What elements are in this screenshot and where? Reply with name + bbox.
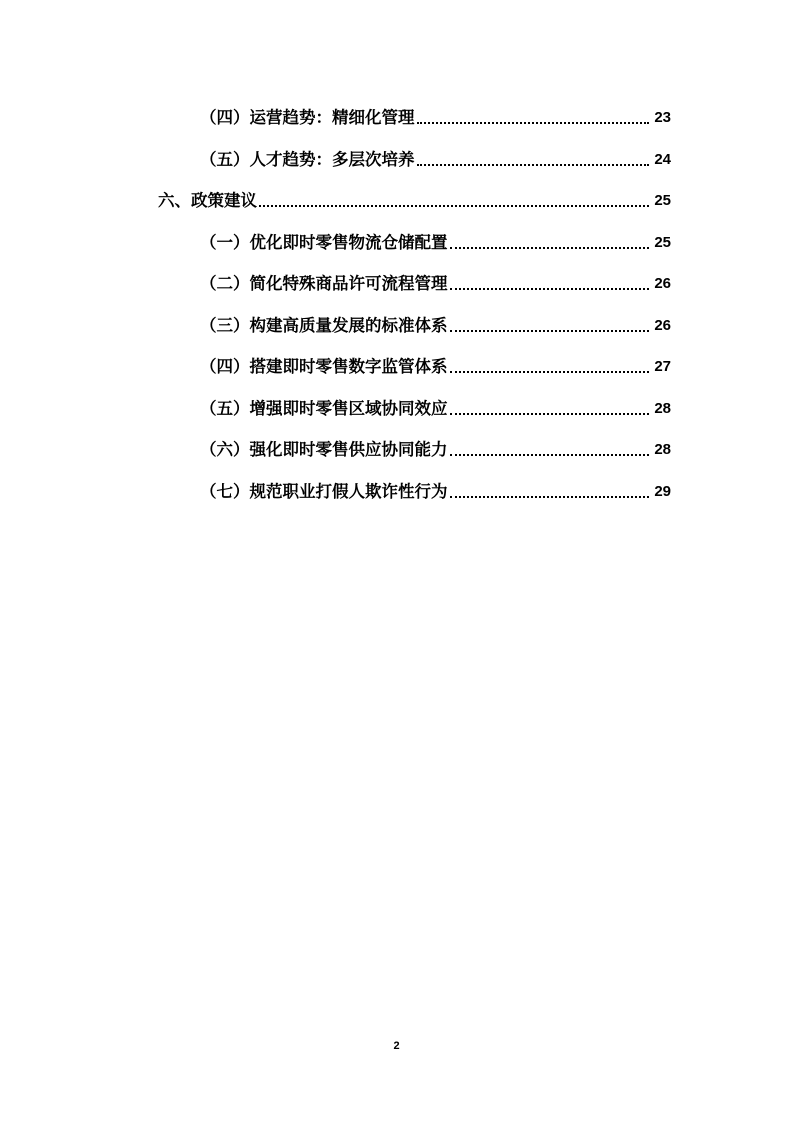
toc-leader-dots <box>417 164 650 166</box>
page-number: 2 <box>393 1040 400 1052</box>
toc-entry-page: 28 <box>654 441 671 458</box>
toc-entry[interactable] <box>200 272 671 296</box>
toc-entry[interactable] <box>200 106 671 130</box>
toc-leader-dots <box>450 413 650 415</box>
toc-leader-dots <box>450 454 650 456</box>
toc-entry-page: 28 <box>654 400 671 417</box>
toc-leader-dots <box>450 496 650 498</box>
toc-entry-title: （二）简化特殊商品许可流程管理 <box>200 274 448 293</box>
toc-entry-page: 23 <box>654 109 671 126</box>
toc-entry[interactable] <box>158 189 671 213</box>
toc-entry[interactable] <box>200 314 671 338</box>
toc-entry-page: 25 <box>654 192 671 209</box>
toc-entry-title: （五）人才趋势：多层次培养 <box>200 150 415 169</box>
toc-entry-page: 26 <box>654 275 671 292</box>
toc-entry-title: 六、政策建议 <box>158 191 257 210</box>
toc-entry-title: （四）运营趋势：精细化管理 <box>200 108 415 127</box>
toc-entry-title: （一）优化即时零售物流仓储配置 <box>200 233 448 252</box>
toc-entry-page: 27 <box>654 358 671 375</box>
toc-entry[interactable] <box>200 438 671 462</box>
toc-entry-title: （七）规范职业打假人欺诈性行为 <box>200 482 448 501</box>
toc-entry-title: （五）增强即时零售区域协同效应 <box>200 399 448 418</box>
toc-leader-dots <box>259 205 649 207</box>
toc-entry[interactable] <box>200 355 671 379</box>
toc-entry-title: （三）构建高质量发展的标准体系 <box>200 316 448 335</box>
toc-entry-page: 25 <box>654 234 671 251</box>
toc-leader-dots <box>450 371 650 373</box>
toc-entry-title: （四）搭建即时零售数字监管体系 <box>200 357 448 376</box>
toc-leader-dots <box>417 122 650 124</box>
toc-entry-page: 24 <box>654 151 671 168</box>
toc-leader-dots <box>450 288 650 290</box>
toc-entry[interactable] <box>200 148 671 172</box>
toc-entry[interactable] <box>200 480 671 504</box>
toc-leader-dots <box>450 330 650 332</box>
toc-entry[interactable] <box>200 231 671 255</box>
toc-entry-page: 26 <box>654 317 671 334</box>
toc-entry-page: 29 <box>654 483 671 500</box>
toc-entry-title: （六）强化即时零售供应协同能力 <box>200 440 448 459</box>
toc-entry[interactable] <box>200 397 671 421</box>
toc-leader-dots <box>450 247 650 249</box>
